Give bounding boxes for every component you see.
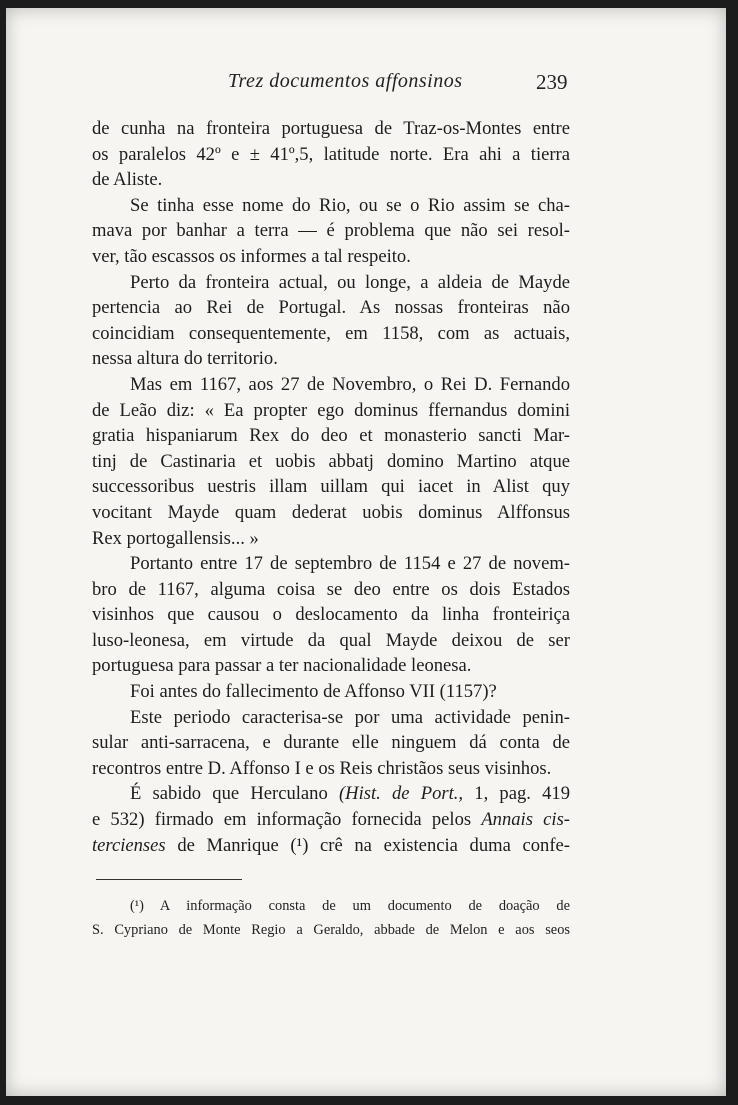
paragraph bbox=[92, 551, 570, 679]
page-number: 239 bbox=[536, 70, 568, 94]
paragraph bbox=[92, 372, 570, 551]
text-line: nessa altura do territorio. bbox=[92, 348, 278, 370]
text-line: Se tinha esse nome do Rio, ou se o Rio assim se cha- bbox=[130, 194, 570, 216]
text-line: gratia hispaniarum Rex do deo et monasterio sancti Mar- bbox=[92, 425, 570, 447]
text-line: de Leão diz: « Ea propter ego dominus ffernandus domini bbox=[92, 399, 570, 421]
text-line: pertencia ao Rei de Portugal. As nossas fronteiras não bbox=[92, 297, 570, 319]
text-line: Portanto entre 17 de septembro de 1154 e 27 de novem- bbox=[130, 553, 570, 575]
page-header bbox=[6, 70, 726, 100]
text-line: coincidiam consequentemente, em 1158, com as actuais, bbox=[92, 322, 570, 344]
text-line: Foi antes do fallecimento de Affonso VII (1157)? bbox=[130, 681, 497, 703]
citation-hist-port: (Hist. de Port., bbox=[338, 783, 464, 805]
running-title: Trez documentos affonsinos bbox=[228, 70, 463, 92]
text-line: sular anti-sarracena, e durante elle ninguem dá conta de bbox=[92, 732, 570, 754]
book-page bbox=[6, 8, 726, 1096]
citation-tercienses: tercienses bbox=[92, 834, 166, 856]
paragraph bbox=[92, 193, 570, 270]
footnote-line: S. Cypriano de Monte Regio a Geraldo, abbade de Melon e aos seos bbox=[92, 922, 570, 938]
paragraph-herculano bbox=[92, 781, 570, 858]
text-line: visinhos que causou o deslocamento da linha fronteiriça bbox=[92, 604, 570, 626]
text-line: ver, tão escassos os informes a tal respeito. bbox=[92, 245, 411, 267]
body-text bbox=[92, 116, 570, 858]
text-line: successoribus uestris illam uillam qui iacet in Alist quy bbox=[92, 476, 570, 498]
paragraph bbox=[92, 270, 570, 372]
text-line: portuguesa para passar a ter nacionalidade leonesa. bbox=[92, 655, 472, 677]
footnote-rule bbox=[96, 879, 242, 880]
text-line: mava por banhar a terra — é problema que não sei resol- bbox=[92, 220, 570, 242]
text-line: e 532) firmado em informação fornecida pelos Annais cis- bbox=[92, 809, 570, 831]
text-line: recontros entre D. Affonso I e os Reis christãos seus visinhos. bbox=[92, 757, 552, 779]
footnote-line: (¹) A informação consta de um documento de doação de bbox=[130, 898, 570, 914]
text-line: tercienses de Manrique (¹) crê na existencia duma confe- bbox=[92, 834, 570, 856]
text-line: de cunha na fronteira portuguesa de Traz-os-Montes entre bbox=[92, 118, 570, 139]
text-line: É sabido que Herculano (Hist. de Port., 1, pag. 419 bbox=[130, 783, 570, 805]
text-line: luso-leonesa, em virtude da qual Mayde deixou de ser bbox=[92, 629, 570, 651]
text-line: os paralelos 42º e ± 41º,5, latitude norte. Era ahi a tierra bbox=[92, 143, 570, 165]
paragraph-container bbox=[92, 116, 570, 781]
text-line: Mas em 1167, aos 27 de Novembro, o Rei D. Fernando bbox=[130, 373, 570, 395]
paragraph bbox=[92, 116, 570, 193]
text-line: de Aliste. bbox=[92, 169, 163, 191]
text-line: Rex portogallensis... » bbox=[92, 527, 259, 549]
text-line: bro de 1167, alguma coisa se deo entre os dois Estados bbox=[92, 578, 570, 600]
text-line: Este periodo caracterisa-se por uma actividade penin- bbox=[130, 706, 570, 728]
paragraph bbox=[92, 705, 570, 782]
footnote bbox=[92, 894, 570, 942]
text-line: tinj de Castinaria et uobis abbatj domino Martino atque bbox=[92, 450, 570, 472]
text-line: vocitant Mayde quam dederat uobis dominus Alffonsus bbox=[92, 501, 570, 523]
citation-annais: Annais cis- bbox=[481, 809, 570, 831]
paragraph bbox=[92, 679, 570, 705]
text-line: Perto da fronteira actual, ou longe, a aldeia de Mayde bbox=[130, 271, 570, 293]
